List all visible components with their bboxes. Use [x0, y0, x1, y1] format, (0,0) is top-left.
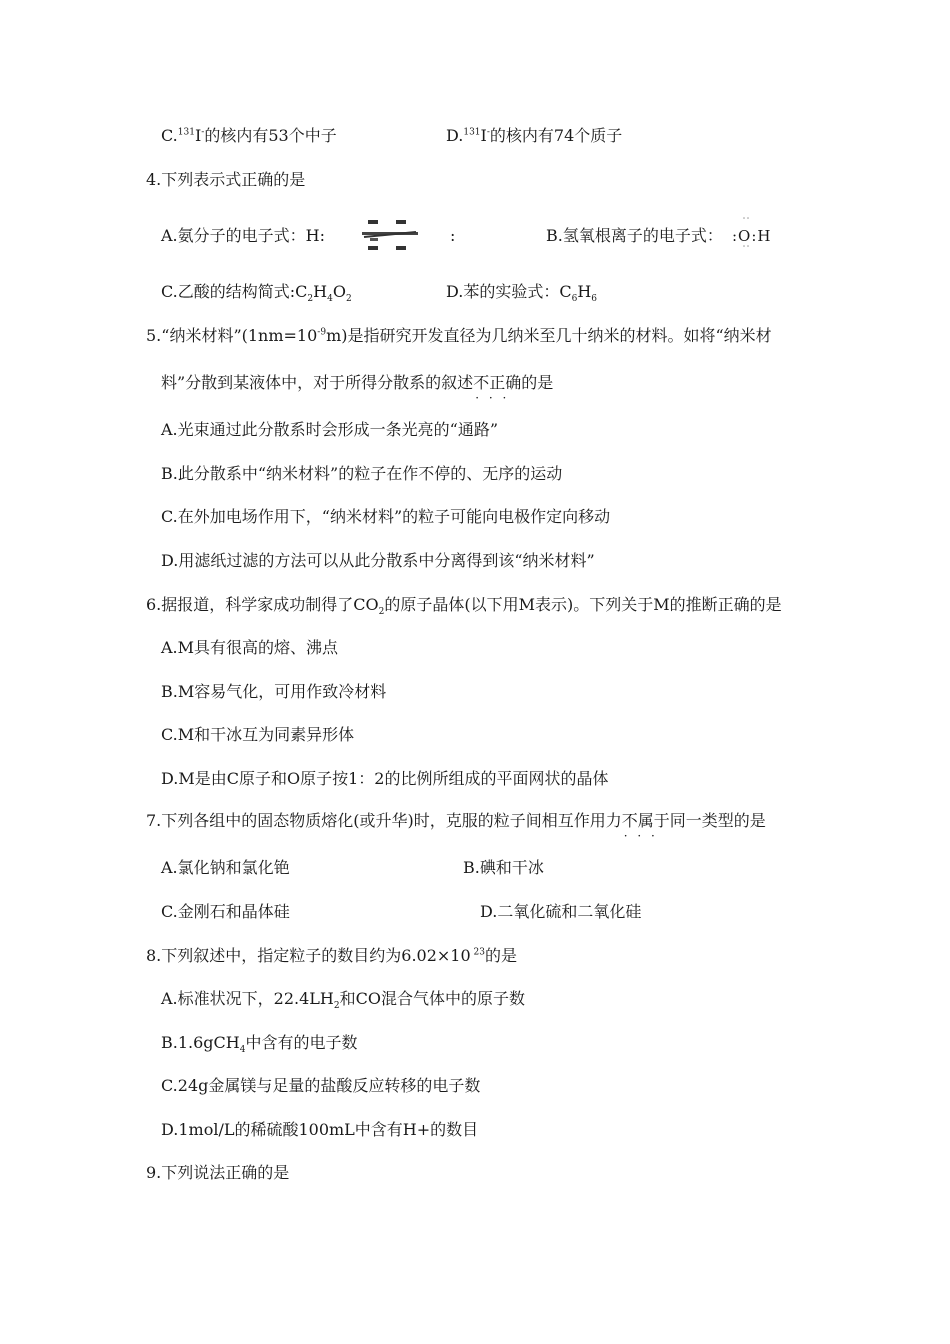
q7-option-b: B.碘和干冰 — [463, 858, 544, 877]
q6-option-a: A.M具有很高的熔、沸点 — [161, 638, 339, 657]
q6-option-c: C.M和干冰互为同素异形体 — [161, 725, 355, 744]
q5-stem-line1: 5.“纳米材料$”(1nm=10^{-9}m)$是指研究开发直径为几纳米至几十纳米的材料。如将“纳米材 — [146, 326, 772, 345]
q4-option-a-tail: : — [450, 226, 456, 245]
q4-option-a: A.氨分子的电子式：H: — [161, 226, 325, 245]
q4-option-b-formula: :O:H — [732, 227, 772, 245]
q6-option-b: B.M容易气化，可用作致冷材料 — [161, 682, 387, 701]
q5-emphasis: 不正确 · · · — [473, 373, 521, 393]
q6-stem: 6.据报道，科学家成功制得了$CO_2$的原子晶体(以下用M表示)。下列关于M的推断正确的是 — [146, 595, 782, 618]
q4-option-d: D.苯的实验式：$C_6H_6$ — [446, 282, 598, 305]
q5-option-b: B.此分散系中“纳米材料”的粒子在作不停的、无序的运动 — [161, 464, 563, 483]
ammonia-electron-dot-image — [358, 218, 424, 252]
q7-option-c: C.金刚石和晶体硅 — [161, 902, 290, 921]
q3-option-d: D.$^{131}$I-的核内有74个质子 — [446, 126, 623, 145]
q6-option-d: D.M是由C原子和O原子按1：2的比例所组成的平面网状的晶体 — [161, 769, 609, 788]
q5-option-c: C.在外加电场作用下，“纳米材料”的粒子可能向电极作定向移动 — [161, 507, 611, 526]
q8-option-c: C.24g金属镁与足量的盐酸反应转移的电子数 — [161, 1076, 481, 1095]
q5-stem-line2: 料”分散到某液体中，对于所得分散系的叙述不正确 · · ·的是 — [161, 373, 553, 393]
q7-emphasis: 不属于 · · · — [622, 811, 670, 831]
q8-stem: 8.下列叙述中，指定粒子的数目约为6.02×10 $^{23}$的是 — [146, 946, 518, 965]
q5-option-a: A.光束通过此分散系时会形成一条光亮的“通路” — [161, 420, 499, 439]
q4-stem: 4.下列表示式正确的是 — [146, 170, 306, 189]
q4-option-c: C.乙酸的结构简式$:C_2H_4O_2$ — [161, 282, 352, 305]
q7-option-d: D.二氧化硫和二氧化硅 — [480, 902, 642, 921]
q8-option-b: B.1.6gCH$_4$中含有的电子数 — [161, 1033, 358, 1056]
q4-option-b: B.氢氧根离子的电子式： — [546, 226, 723, 245]
q7-option-a: A.氯化钠和氯化铯 — [161, 858, 290, 877]
hydroxide-dot-marks — [738, 214, 758, 250]
q7-stem: 7.下列各组中的固态物质熔化(或升华)时，克服的粒子间相互作用力不属于 · · ·同一类型的是 — [146, 811, 766, 831]
q9-stem: 9.下列说法正确的是 — [146, 1163, 290, 1182]
q5-option-d: D.用滤纸过滤的方法可以从此分散系中分离得到该“纳米材料” — [161, 551, 595, 570]
q8-option-a: A.标准状况下，$22.4LH_2$和CO混合气体中的原子数 — [161, 989, 525, 1012]
q3-option-c: C.$^{131}$I-的核内有53个中子 — [161, 126, 337, 145]
q8-option-d: D.1mol/L的稀硫酸100mL中含有H+的数目 — [161, 1120, 479, 1139]
